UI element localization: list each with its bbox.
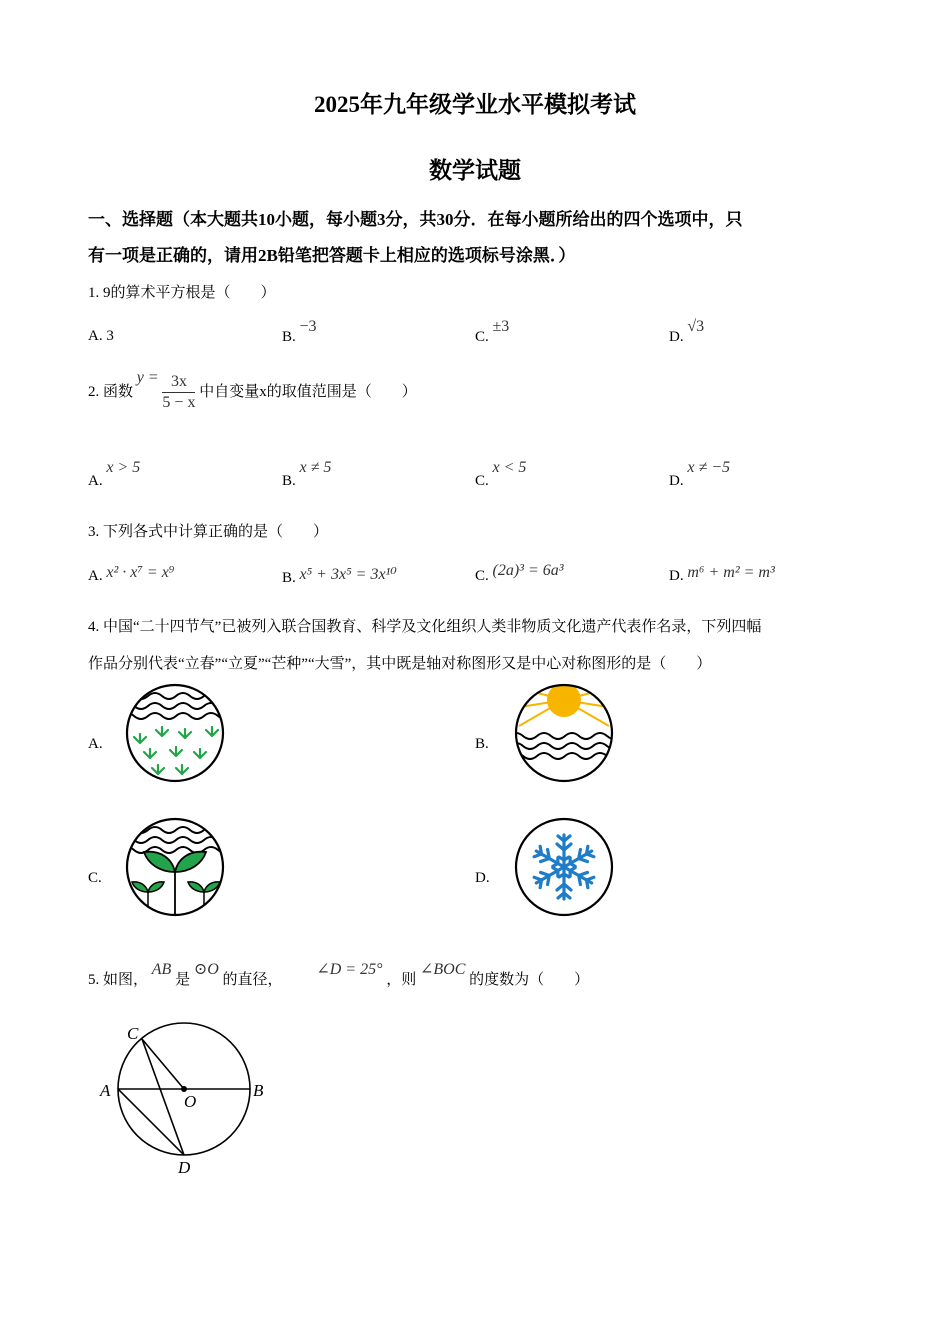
q2-option-b[interactable] <box>282 459 332 490</box>
q4-stem-line1: 4. 中国“二十四节气”已被列入联合国教育、科学及文化组织人类非物质文化遗产代表作名录，下列四幅 <box>88 619 762 635</box>
q4-option-a-image[interactable] <box>120 678 230 788</box>
option-label: C. <box>475 473 489 489</box>
segment-ad <box>118 1089 184 1155</box>
q5-angle-d: ∠D = 25° <box>316 961 383 978</box>
q2-stem-suffix: 中自变量x的取值范围是（ ） <box>199 383 417 400</box>
q4-option-c-image[interactable] <box>120 812 230 922</box>
option-label: D. <box>669 568 684 584</box>
q5-then: ，则 <box>386 972 417 988</box>
q2-numerator: 3x <box>162 372 195 393</box>
q5-angle-boc: ∠BOC <box>419 961 466 978</box>
q2-fraction <box>162 372 195 413</box>
option-value: √3 <box>687 318 705 335</box>
q5-is: 是 <box>175 972 191 988</box>
option-value: 3 <box>106 328 114 344</box>
option-label: B. <box>282 473 296 489</box>
option-value: ±3 <box>492 318 510 335</box>
option-label: B. <box>282 329 296 345</box>
grass-icon <box>134 727 218 774</box>
exam-subtitle: 数学试题 <box>429 158 521 183</box>
option-label: A. <box>88 473 103 489</box>
q2-stem <box>88 368 417 413</box>
section-header-line1: 一、选择题（本大题共10小题，每小题3分，共30分．在每小题所给出的四个选项中，只 <box>88 210 743 229</box>
option-label: D. <box>669 329 684 345</box>
option-value: m⁶ + m² = m³ <box>687 564 775 581</box>
q3-option-b[interactable] <box>282 567 397 587</box>
option-value: x > 5 <box>106 459 141 476</box>
q4-option-b-image[interactable] <box>509 678 619 788</box>
segment-co <box>142 1039 184 1089</box>
q1-option-d[interactable] <box>669 318 705 346</box>
section-header-line2: 有一项是正确的，请用2B铅笔把答题卡上相应的选项标号涂黑．） <box>88 246 576 265</box>
snowflake-icon <box>533 835 595 899</box>
sprout-icon <box>132 852 220 922</box>
q1-stem: 1. 9的算术平方根是（ ） <box>88 285 276 301</box>
label-d: D <box>178 1158 191 1177</box>
option-label: D. <box>669 473 684 489</box>
q4-option-b-label: B. <box>475 736 489 752</box>
q2-option-c[interactable] <box>475 459 527 490</box>
q5-suffix: 的度数为（ ） <box>469 972 590 988</box>
q2-formula-lhs: y = <box>136 368 159 386</box>
q5-circle: ⊙O <box>193 961 219 978</box>
exam-title: 2025年九年级学业水平模拟考试 <box>314 92 636 117</box>
option-value: (2a)³ = 6a³ <box>492 562 564 579</box>
label-o: O <box>184 1092 197 1111</box>
q5-figure <box>95 1015 285 1180</box>
q1-option-a[interactable] <box>88 328 114 345</box>
q4-option-d-label: D. <box>475 870 490 886</box>
q5-ab: AB <box>151 961 172 978</box>
q4-option-c-label: C. <box>88 870 102 886</box>
q5-stem <box>88 961 590 989</box>
q3-stem: 3. 下列各式中计算正确的是（ ） <box>88 524 329 540</box>
option-label: A. <box>88 568 103 584</box>
option-value: x ≠ −5 <box>687 459 731 476</box>
q3-option-d[interactable] <box>669 564 775 585</box>
option-value: x² · x⁷ = x⁹ <box>106 564 175 581</box>
q1-option-b[interactable] <box>282 318 317 346</box>
segment-cd <box>142 1039 184 1155</box>
option-value: x < 5 <box>492 459 527 476</box>
q2-option-a[interactable] <box>88 459 141 490</box>
label-b: B <box>253 1081 264 1100</box>
q2-stem-prefix: 2. 函数 <box>88 383 134 400</box>
q4-stem-line2: 作品分别代表“立春”“立夏”“芒种”“大雪”，其中既是轴对称图形又是中心对称图形的是（ ） <box>88 656 712 672</box>
q5-diameter: 的直径， <box>222 972 283 988</box>
option-label: B. <box>282 570 296 586</box>
label-a: A <box>100 1081 111 1100</box>
option-label: C. <box>475 568 489 584</box>
q2-denominator: 5 − x <box>162 394 196 411</box>
q3-option-a[interactable] <box>88 564 175 585</box>
q1-option-c[interactable] <box>475 318 510 346</box>
option-value: x⁵ + 3x⁵ = 3x¹⁰ <box>299 566 397 583</box>
q4-option-d-image[interactable] <box>509 812 619 922</box>
q4-option-a-label: A. <box>88 736 103 752</box>
q2-option-d[interactable] <box>669 459 731 490</box>
option-label: A. <box>88 328 103 344</box>
option-label: C. <box>475 329 489 345</box>
sun-icon <box>547 683 581 717</box>
q3-option-c[interactable] <box>475 562 564 585</box>
q5-stem-prefix: 5. 如图， <box>88 972 149 988</box>
label-c: C <box>127 1024 139 1043</box>
option-value: x ≠ 5 <box>299 459 332 476</box>
option-value: −3 <box>299 318 317 335</box>
